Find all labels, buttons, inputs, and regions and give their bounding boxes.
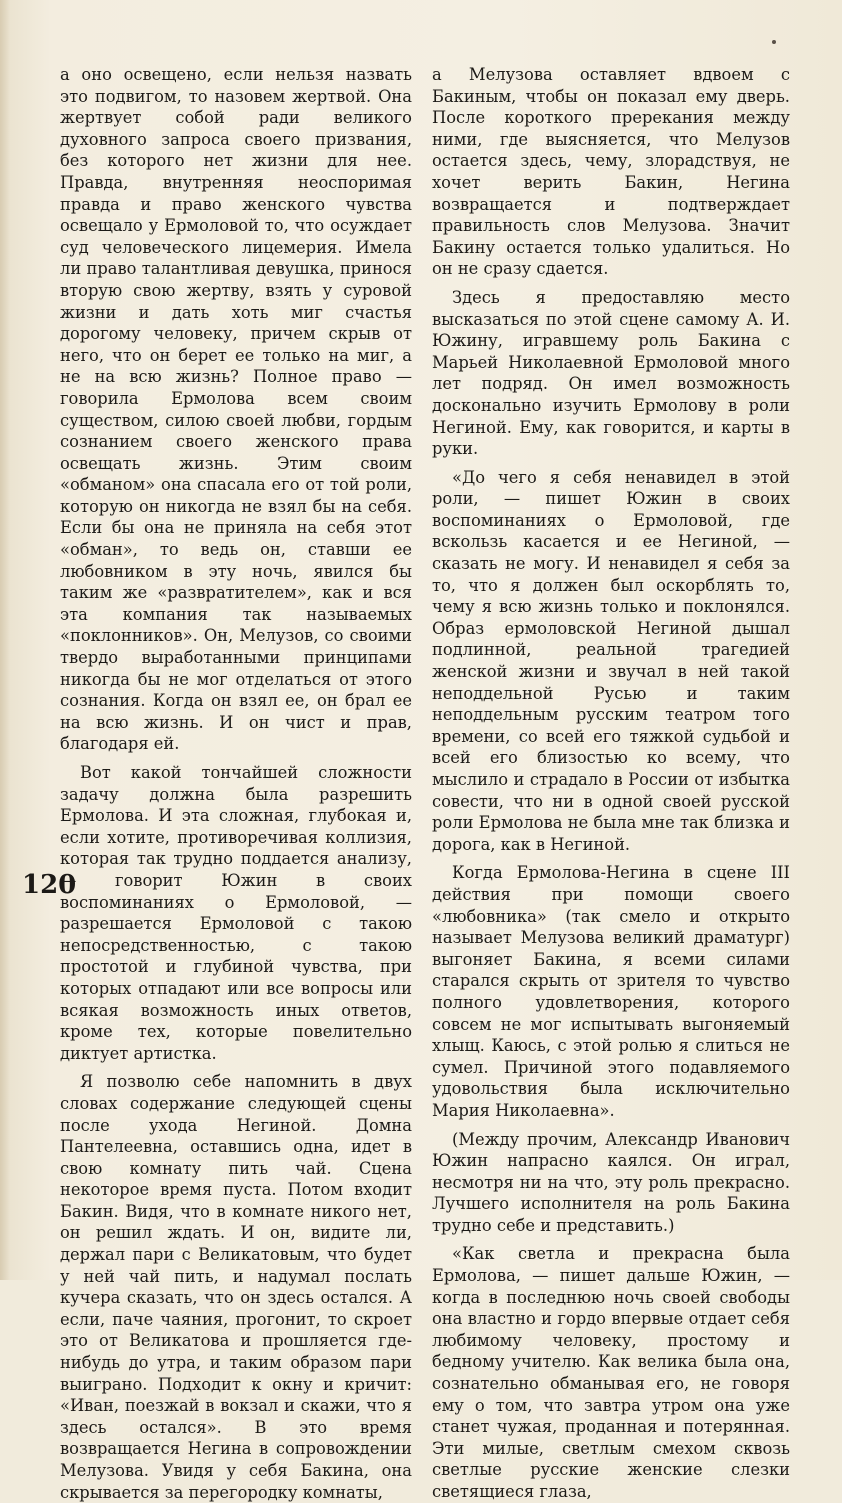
page-number: 120 — [22, 870, 77, 900]
left-text-column — [60, 64, 412, 1503]
paragraph: а Мелузова оставляет вдвоем с Бакиным, чтобы он показал ему дверь. После короткого пререкания между ними, где выясняется, что Мелузов остается здесь, чему, злорадствуя, не хочет верить Бакин, Негина возвращается и подтверждает правильность слов Мелузова. Значит Бакину остается только удалиться. Но он не сразу сдается. — [432, 65, 790, 279]
paragraph: Здесь я предоставляю место высказаться по этой сцене самому А. И. Южину, игравшему роль Бакина с Марьей Николаевной Ермоловой много лет подряд. Он имел возможность досконально изучить Ермолову в роли Негиной. Ему, как говорится, и карты в руки. — [432, 287, 790, 459]
paragraph: Я позволю себе напомнить в двух словах содержание следующей сцены после ухода Негиной. Домна Пантелеевна, оставшись одна, идет в свою комнату пить чай. Сцена некоторое время пуста. Потом входит Бакин. Видя, что в комнате никого нет, он решил ждать. И он, видите ли, держал пари с Великатовым, что будет у ней чай пить, и надумал послать кучера сказать, что он здесь остался. А если, паче чаяния, прогонит, то скроет это от Великатова и прошляется где-нибудь до утра, и таким образом пари выиграно. Подходит к окну и кричит: «Иван, поезжай в вокзал и скажи, что я здесь остался». В это время возвращается Негина в сопровождении Мелузова. Увидя у себя Бакина, она скрывается за перегородку комнаты, — [60, 1072, 412, 1502]
paragraph: (Между прочим, Александр Иванович Южин напрасно каялся. Он играл, несмотря ни на что, эту роль прекрасно. Лучшего исполнителя на роль Бакина трудно себе и представить.) — [432, 1129, 790, 1235]
paragraph: Когда Ермолова-Негина в сцене III действия при помощи своего «любовника» (так смело и открыто называет Мелузова великий драматург) выгоняет Бакина, я всеми силами старался скрыть от зрителя то чувство полного удовлетворения, которого совсем не мог испытывать выгоняемый хлыщ. Каюсь, с этой ролью я слиться не сумел. Причиной этого подавляемого удовольствия была исключительно Мария Николаевна». — [432, 863, 790, 1120]
paragraph: Вот какой тончайшей сложности задачу должна была разрешить Ермолова. И эта сложная, глубокая и, если хотите, противоречивая коллизия, которая так трудно поддается анализу, — говорит Южин в своих воспоминаниях о Ермоловой, — разрешается Ермоловой с такою непосредственностью, с такою простотой и глубиной чувства, при которых отпадают или все вопросы или всякая возможность иных ответов, кроме тех, которые повелительно диктует артистка. — [60, 763, 412, 1063]
paragraph: «Как светла и прекрасна была Ермолова, — пишет дальше Южин, — когда в последнюю ночь своей свободы она властно и гордо впервые отдает себя любимому человеку, простому и бедному учителю. Как велика была она, сознательно обманывая его, не говоря ему о том, что завтра утром она уже станет чужая, проданная и потерянная. Эти милые, светлым смехом сквозь светлые русские женские слезки светящиеся глаза, — [432, 1244, 790, 1501]
paragraph: а оно освещено, если нельзя назвать это подвигом, то назовем жертвой. Она жертвует собой ради великого духовного запроса своего призвания, без которого нет жизни для нее. Правда, внутренняя неоспоримая правда и право женского чувства освещало у Ермоловой то, что осуждает суд человеческого лицемерия. Имела ли право талантливая девушка, принося вторую свою жертву, взять у суровой жизни и дать хоть миг счастья дорогому человеку, причем скрыв от него, что он берет ее только на миг, а не на всю жизнь? Полное право — говорила Ермолова всем своим существом, силою своей любви, гордым сознанием своего женского права освещать жизнь. Этим своим «обманом» она спасала его от той роли, которую он никогда не взял бы на себя. Если бы она не приняла на себя этот «обман», то ведь он, ставши ее любовником в эту ночь, явился бы таким же «развратителем», как и вся эта компания так называемых «поклонников». Он, Мелузов, со своими твердо выработанными принципами никогда бы не мог отделаться от этого сознания. Когда он взял ее, он брал ее на всю жизнь. И он чист и прав, благодаря ей. — [60, 65, 412, 754]
paragraph: «До чего я себя ненавидел в этой роли, — пишет Южин в своих воспоминаниях о Ермоловой, где вскользь касается и ее Негиной, — сказать не могу. И ненавидел я себя за то, что я должен был оскорблять то, чему я всю жизнь только и поклонялся. Образ ермоловской Негиной дышал подлинной, реальной трагедией женской жизни и звучал в ней такой неподдельной Русью и таким неподдельным русским театром того времени, со всей его тяжкой судьбой и всей его близостью ко всему, что мыслило и страдало в России от избытка совести, что ни в одной своей русской роли Ермолова не была мне так близка и дорога, как в Негиной. — [432, 467, 790, 854]
print-speck — [772, 40, 776, 44]
right-text-column — [432, 64, 790, 1503]
page-spine-shadow — [0, 0, 10, 1280]
